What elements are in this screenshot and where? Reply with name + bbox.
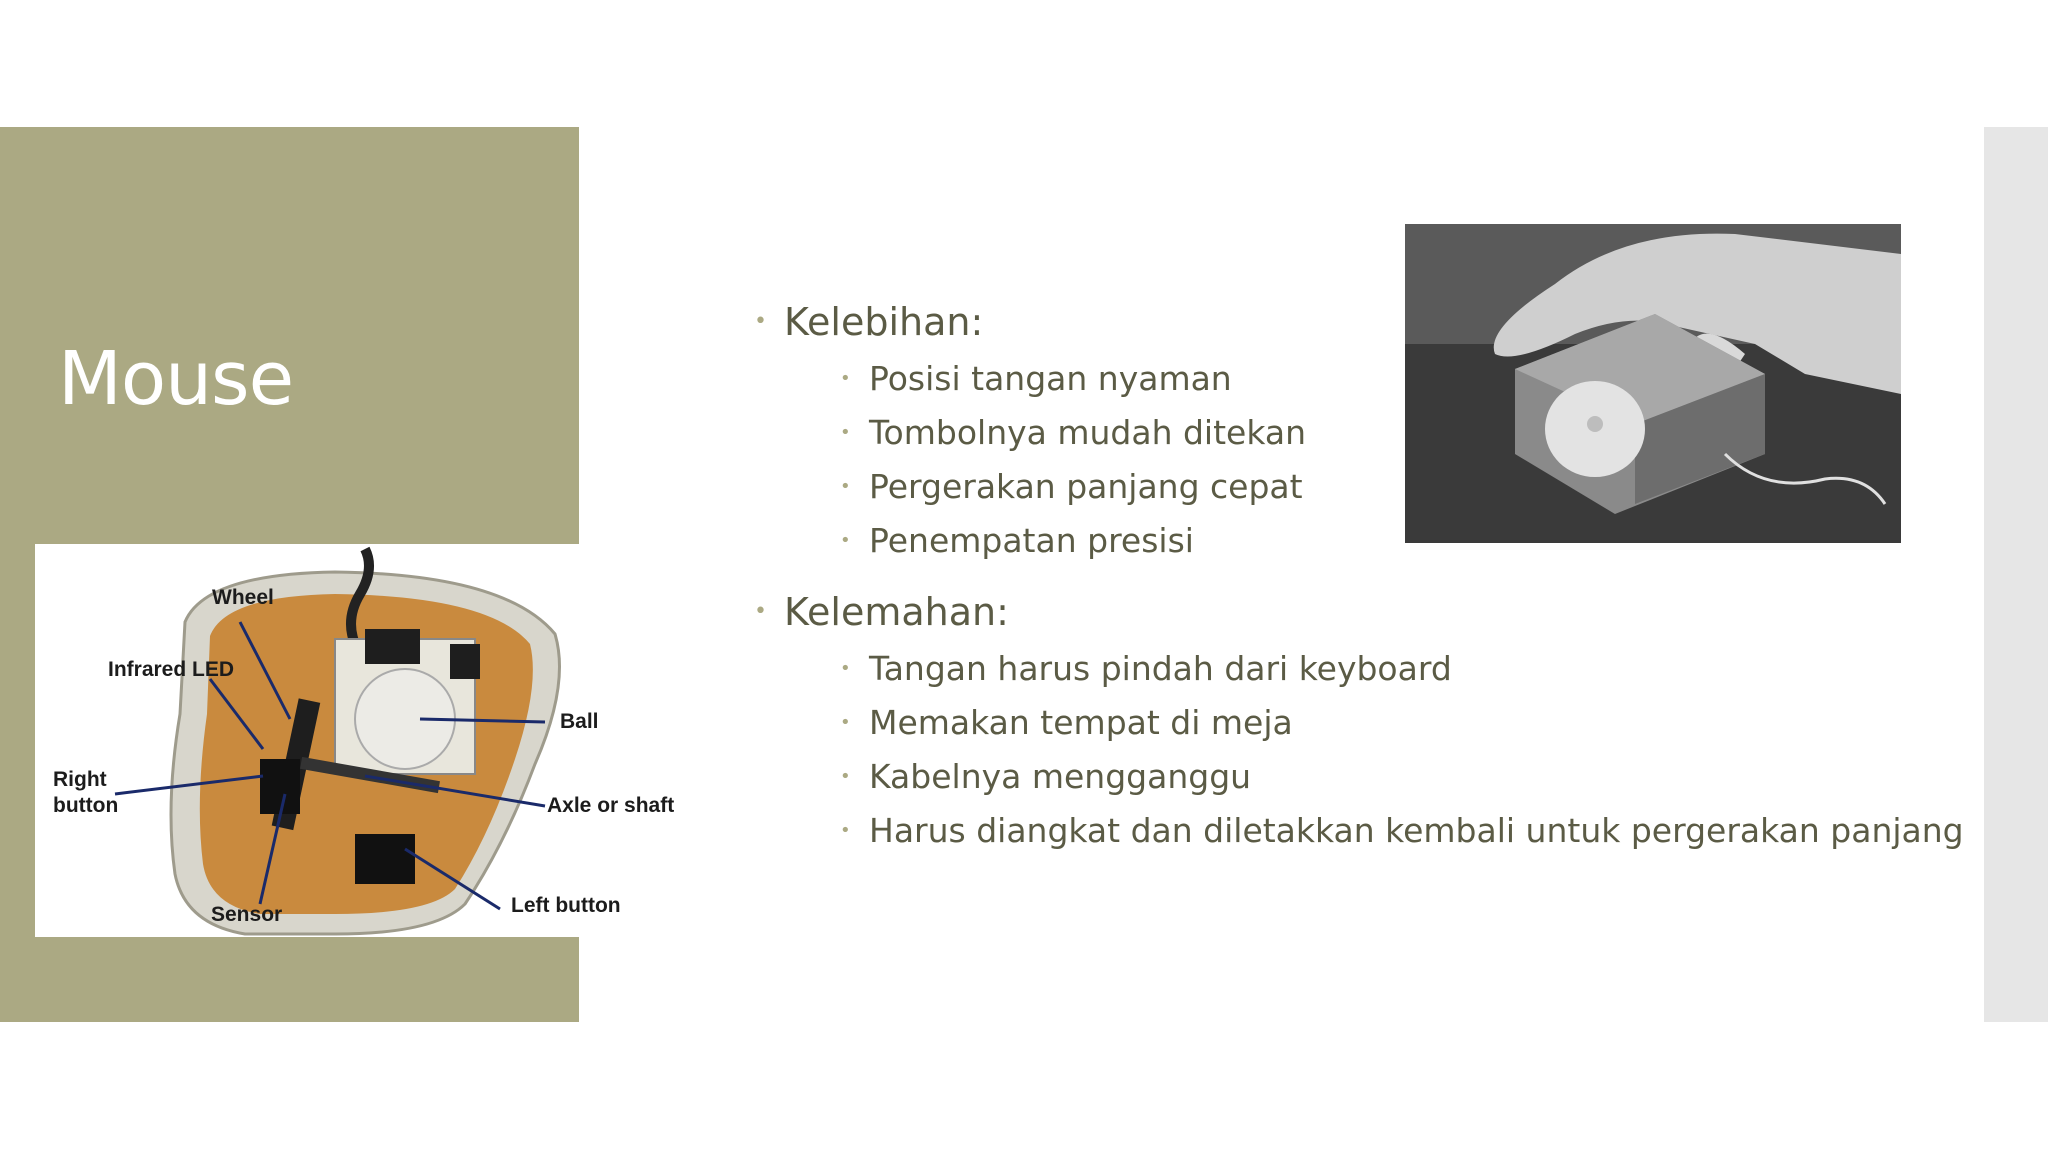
list-item: • Penempatan presisi xyxy=(754,514,1974,568)
label-axle: Axle or shaft xyxy=(547,794,675,817)
label-left-button: Left button xyxy=(511,894,621,917)
bullet-list xyxy=(754,292,1974,858)
list-item: • Memakan tempat di meja xyxy=(754,696,1974,750)
side-strip xyxy=(1984,127,2048,1022)
list-item: • Pergerakan panjang cepat xyxy=(754,460,1974,514)
label-infrared-led: Infrared LED xyxy=(108,658,235,681)
list-item: • Tangan harus pindah dari keyboard xyxy=(754,642,1974,696)
mouse-internals-diagram xyxy=(35,544,680,937)
label-ball: Ball xyxy=(560,710,599,733)
section-heading-kelemahan: • Kelemahan: xyxy=(754,582,1974,642)
label-wheel: Wheel xyxy=(212,586,274,609)
label-right-button-1: Right xyxy=(53,768,107,791)
label-right-button-2: button xyxy=(53,794,119,817)
list-item: • Kabelnya mengganggu xyxy=(754,750,1974,804)
list-item: • Posisi tangan nyaman xyxy=(754,352,1974,406)
section-heading-kelebihan: • Kelebihan: xyxy=(754,292,1974,352)
list-item: • Tombolnya mudah ditekan xyxy=(754,406,1974,460)
label-sensor: Sensor xyxy=(211,903,283,926)
slide-title: Mouse xyxy=(58,336,294,422)
list-item: • Harus diangkat dan diletakkan kembali untuk pergerakan panjang xyxy=(754,804,1974,858)
